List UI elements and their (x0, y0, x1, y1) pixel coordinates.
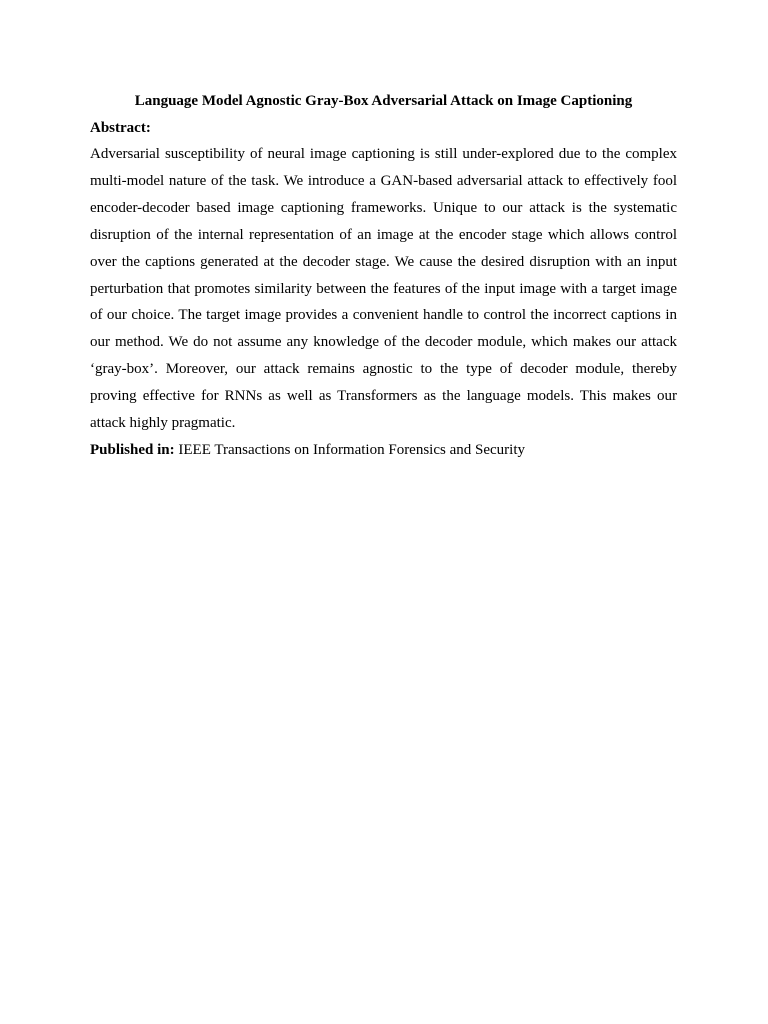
published-label: Published in: (90, 441, 175, 458)
abstract-heading: Abstract: (90, 120, 151, 136)
paper-content (90, 88, 677, 464)
publication-info (90, 437, 677, 464)
paper-title: Language Model Agnostic Gray-Box Adversarial Attack on Image Captioning (134, 93, 633, 109)
published-venue: IEEE Transactions on Information Forensics and Security (178, 441, 525, 458)
abstract-text: Adversarial susceptibility of neural image captioning is still under-explored due to the complex multi-model nature of the task. We introduce a GAN-based adversarial attack to effectively fool encoder-decoder based image captioning frameworks. Unique to our attack is the systematic disruption of the internal representation of an image at the encoder stage which allows control over the captions generated at the decoder stage. We cause the desired disruption with an input perturbation that promotes similarity between the features of the input image with a target image of our choice. The target image provides a convenient handle to control the incorrect captions in our method. We do not assume any knowledge of the decoder module, which makes our attack ‘gray-box’. Moreover, our attack remains agnostic to the type of decoder module, thereby proving effective for RNNs as well as Transformers as the language models. This makes our attack highly pragmatic. (90, 146, 677, 432)
